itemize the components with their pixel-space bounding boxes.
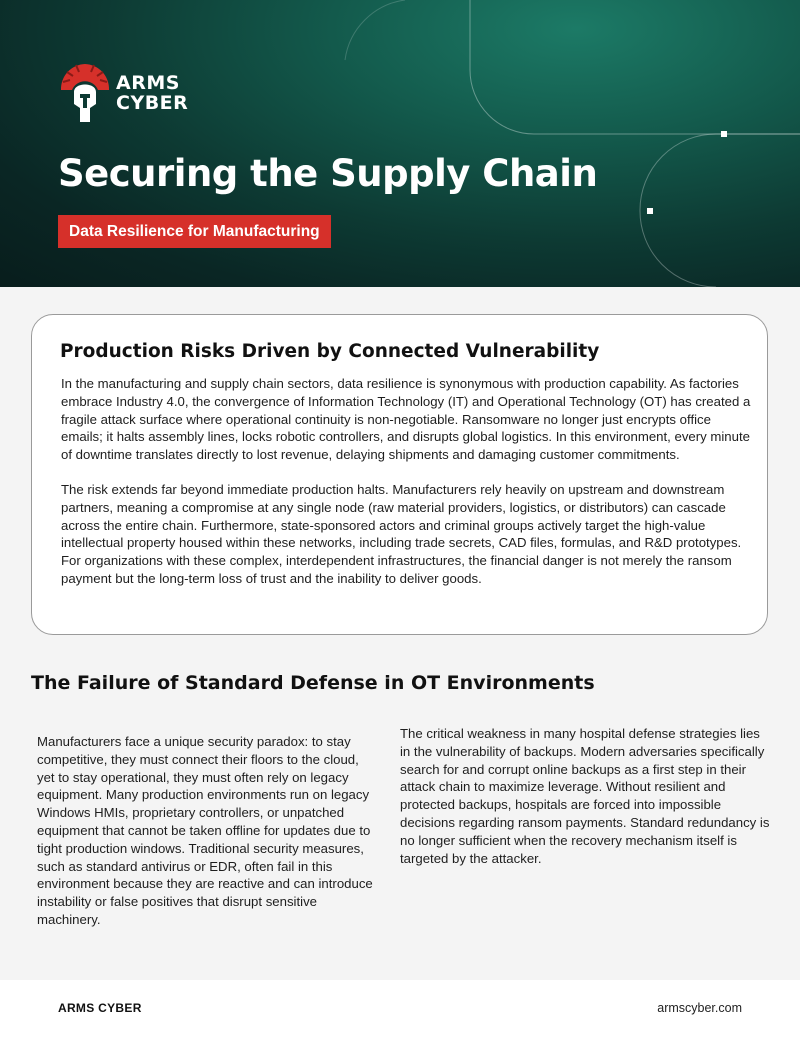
footer — [0, 980, 800, 1037]
card-body — [61, 375, 751, 588]
risk-card — [31, 314, 768, 635]
logo-text-line1: ARMS — [116, 72, 180, 94]
footer-url-link[interactable]: armscyber.com — [657, 1001, 742, 1015]
deco-dot — [721, 131, 727, 137]
section-title: The Failure of Standard Defense in OT Environments — [31, 672, 595, 694]
left-column-text: Manufacturers face a unique security paradox: to stay competitive, they must connect their floors to the cloud, yet to stay operational, they must often rely on legacy equipment. Many production environments run on legacy Windows HMIs, proprietary controllers, or unpatched equipment that cannot be taken offline for updates due to tight production windows. Traditional security measures, such as standard antivirus or EDR, often fail in this environment because they are reactive and can introduce instability or false positives that disrupt sensitive machinery. — [37, 734, 373, 927]
page-title: Securing the Supply Chain — [58, 152, 598, 195]
deco-dot — [647, 208, 653, 214]
logo-text-line2: CYBER — [116, 92, 189, 114]
footer-brand: ARMS CYBER — [58, 1001, 142, 1015]
card-paragraph: The risk extends far beyond immediate production halts. Manufacturers rely heavily on upstream and downstream partners, meaning a compromise at any single node (raw material providers, logistics, or distributors) can cascade across the entire chain. Furthermore, state-sponsored actors and criminal groups actively target the high-value intellectual property housed within these networks, including trade secrets, CAD files, formulas, and R&D prototypes. For organizations with these complex, interdependent infrastructures, the financial danger is not merely the ransom payment but the long-term loss of trust and the inability to deliver goods. — [61, 481, 742, 586]
logo — [58, 60, 188, 126]
hero-banner — [0, 0, 800, 287]
right-column-text: The critical weakness in many hospital defense strategies lies in the vulnerability of backups. Modern adversaries specifically search for and corrupt online backups as a first step in their attack chain to maximize leverage. Without resilient and protected backups, hospitals are forced into impossible decisions regarding ransom payments. Standard redundancy is no longer sufficient when the recovery mechanism itself is targeted by the attacker. — [400, 726, 770, 866]
card-paragraph: In the manufacturing and supply chain sectors, data resilience is synonymous with production capability. As factories embrace Industry 4.0, the convergence of Information Technology (IT) and Operational Technology (OT) has created a fragile attack surface where operational continuity is non-negotiable. Ransomware no longer just encrypts office emails; it halts assembly lines, locks robotic controllers, and disrupts global logistics. In this environment, every minute of downtime translates directly to lost revenue, delaying shipments and damaging customer commitments. — [61, 376, 751, 463]
helmet-icon — [58, 60, 112, 126]
card-title: Production Risks Driven by Connected Vulnerability — [60, 341, 600, 362]
subtitle-badge: Data Resilience for Manufacturing — [58, 215, 331, 248]
